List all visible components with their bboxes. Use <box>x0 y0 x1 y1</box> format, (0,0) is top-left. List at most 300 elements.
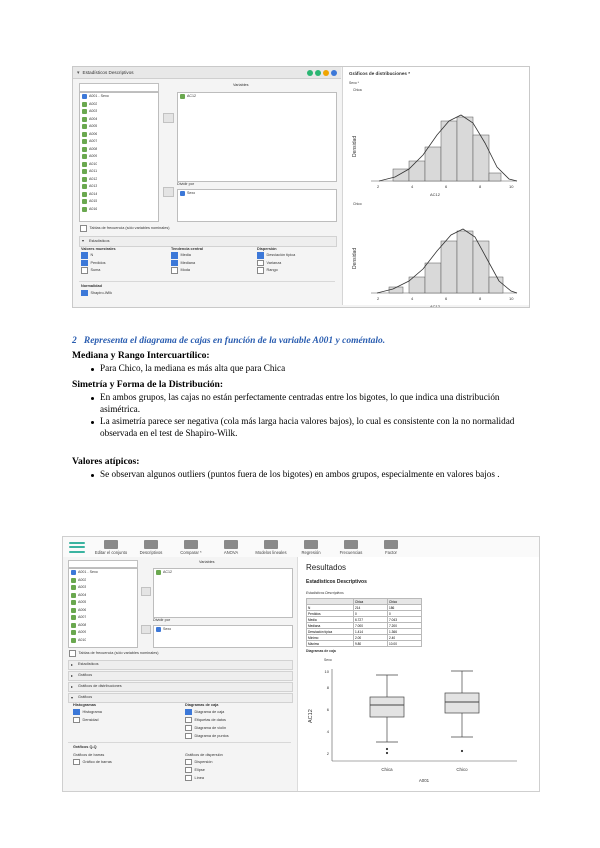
plot-option-violin[interactable] <box>185 725 229 732</box>
stats-options <box>79 247 335 279</box>
list-item[interactable] <box>69 577 137 585</box>
tab-label: Comparar * <box>180 549 202 555</box>
stats-col-title: Tendencia central <box>171 247 204 251</box>
variable-name: A011 <box>89 169 98 173</box>
svg-text:AC12: AC12 <box>429 192 441 197</box>
table-cell: Chica <box>354 599 388 605</box>
svg-text:8: 8 <box>326 685 329 690</box>
table-cell: 214 <box>354 605 388 611</box>
variable-name: A013 <box>89 184 98 188</box>
variable-icon <box>71 630 76 635</box>
tab-label: Factor <box>385 549 397 555</box>
variable-icon <box>82 132 87 137</box>
checkbox-box[interactable] <box>171 252 178 259</box>
checkbox-box[interactable] <box>73 759 80 766</box>
svg-text:AC12: AC12 <box>308 709 314 723</box>
boxplot-title: Diagramas de caja <box>306 649 336 653</box>
divider <box>79 281 335 282</box>
list-item[interactable] <box>80 191 158 199</box>
target-variables-list[interactable] <box>153 568 293 618</box>
tab-comparar[interactable] <box>171 540 211 555</box>
list-item[interactable] <box>69 592 137 600</box>
svg-text:6: 6 <box>326 707 329 712</box>
qq-option-barras[interactable] <box>73 759 112 766</box>
checkbox-box[interactable] <box>185 733 192 740</box>
window-button-4[interactable] <box>331 70 337 76</box>
variable-name: A003 <box>78 585 87 589</box>
stat-option[interactable] <box>81 267 116 274</box>
table-caption: Estadísticos Descriptivos <box>306 591 344 595</box>
table-cell: Máximo <box>307 641 354 647</box>
section-estadisticos[interactable] <box>79 236 337 247</box>
tab-frecuencias[interactable] <box>331 540 371 555</box>
group-label-sexo: Sexo * <box>349 81 359 85</box>
variable-name: A012 <box>89 176 98 181</box>
split-by-label: Dividir por <box>177 182 195 186</box>
section-bullets-1 <box>86 363 540 376</box>
checkbox-box[interactable] <box>171 260 178 267</box>
tab-descriptivos[interactable] <box>131 540 171 555</box>
variable-name: A010 <box>78 637 87 642</box>
stat-option[interactable] <box>171 267 203 274</box>
boxplot-group-title: Diagramas de caja <box>185 703 219 707</box>
qq-title: Gráficos Q-Q <box>73 745 97 749</box>
option-label: Moda <box>180 268 190 273</box>
table-cell: 2.00 <box>354 635 388 641</box>
list-item[interactable] <box>80 176 158 184</box>
section-heading-2: Simetría y Forma de la Distribución: <box>72 379 224 390</box>
section-heading-3: Valores atípicos: <box>72 456 140 467</box>
table-cell: 10.00 <box>388 641 422 647</box>
variable-icon <box>82 94 87 99</box>
split-by-label: Dividir por <box>153 618 171 622</box>
stat-option[interactable] <box>257 252 295 259</box>
target-variables-list[interactable] <box>177 92 337 182</box>
variable-icon <box>71 578 76 583</box>
variable-list[interactable] <box>68 568 138 648</box>
histogram-group-title: Histogramas <box>73 703 97 707</box>
tab-label: ANOVA <box>223 549 239 555</box>
stat-option[interactable] <box>81 260 116 267</box>
split-by-list[interactable] <box>177 189 337 222</box>
section-bullets-2 <box>86 392 540 440</box>
app-toolbar <box>63 537 539 558</box>
variable-name: Sexo <box>163 627 172 631</box>
variable-name: A008 <box>89 146 98 151</box>
svg-text:2: 2 <box>326 751 329 756</box>
option-label: N <box>90 253 94 258</box>
variables-label: Variables <box>199 560 215 564</box>
section-heading-1: Mediana y Rango Intercuartílico: <box>72 350 210 361</box>
boxplot-group-label: Sexo <box>324 658 332 662</box>
svg-text:4: 4 <box>411 296 414 301</box>
variable-filter-field[interactable] <box>68 560 138 568</box>
variable-name: A007 <box>78 615 87 619</box>
assign-arrow-splitby[interactable] <box>163 187 174 197</box>
stat-option[interactable] <box>257 260 295 267</box>
list-item[interactable] <box>178 93 336 101</box>
checkbox-box[interactable] <box>171 267 178 274</box>
checkbox-box[interactable] <box>257 267 264 274</box>
variable-name: AC12 <box>163 570 172 574</box>
variable-icon <box>82 109 87 114</box>
variable-icon <box>71 570 76 575</box>
tab-label: Frecuencias <box>339 549 363 555</box>
list-item[interactable] <box>80 153 158 161</box>
variable-name: A008 <box>78 622 87 627</box>
table-cell: Media <box>307 617 354 623</box>
option-label: Densidad <box>82 717 99 722</box>
checkbox-box[interactable] <box>73 709 80 716</box>
model-icon <box>264 540 278 549</box>
variable-icon <box>82 184 87 189</box>
variable-name: A014 <box>89 191 98 196</box>
variable-list[interactable] <box>79 92 159 222</box>
variable-icon <box>82 139 87 144</box>
table-cell: 7.200 <box>388 623 422 629</box>
frequency-icon <box>344 540 358 549</box>
distribution-plots-panel <box>342 67 529 309</box>
bottom-screenshot <box>62 536 540 792</box>
checkbox-box[interactable] <box>185 759 192 766</box>
table-cell: 0 <box>388 611 422 617</box>
table-cell: 186 <box>388 605 422 611</box>
checkbox-box[interactable] <box>185 725 192 732</box>
variable-filter-field[interactable] <box>79 83 159 92</box>
assign-arrow-variables[interactable] <box>141 587 151 596</box>
table-cell: Chico <box>388 599 422 605</box>
table-cell: Mediana <box>307 623 354 629</box>
variable-name: A006 <box>89 131 98 136</box>
list-item[interactable] <box>178 190 336 198</box>
chevron-down-icon[interactable]: ▾ <box>82 239 84 244</box>
menu-icon[interactable] <box>69 542 85 553</box>
variable-icon <box>71 600 76 605</box>
variable-name: A009 <box>89 154 98 158</box>
list-item[interactable] <box>80 123 158 131</box>
table-cell: Desviación típica <box>307 629 354 635</box>
list-item[interactable] <box>69 569 137 577</box>
checkbox-label: Tablas de frecuencia (sólo variables nominales) <box>78 651 159 656</box>
option-label: Diagrama de puntos <box>194 733 229 738</box>
section-graficos-distribuciones[interactable] <box>68 682 293 692</box>
list-item[interactable] <box>69 637 137 645</box>
section-graficos[interactable] <box>68 671 293 681</box>
variable-name: A006 <box>78 607 87 612</box>
svg-text:4: 4 <box>411 184 414 189</box>
plot-option-diagrama-caja[interactable] <box>185 709 229 716</box>
section-label: Gráficos <box>78 673 93 677</box>
section-label: Gráficos <box>78 695 93 699</box>
option-label: Histograma <box>82 709 102 714</box>
results-title: Resultados <box>306 563 347 572</box>
window-button-2[interactable] <box>315 70 321 76</box>
stats-col-title: Valores muestrales <box>81 247 116 251</box>
variable-icon <box>82 154 87 159</box>
variable-name: A010 <box>89 161 98 166</box>
option-label: Elipse <box>194 767 205 772</box>
list-item[interactable] <box>80 198 158 206</box>
question-number: 2 <box>72 336 77 346</box>
svg-text:10: 10 <box>324 669 329 674</box>
regression-icon <box>304 540 318 549</box>
variable-icon <box>82 192 87 197</box>
table-cell: 7.043 <box>388 617 422 623</box>
list-item[interactable] <box>69 629 137 637</box>
variable-icon <box>82 102 87 107</box>
checkbox-box[interactable] <box>185 775 192 782</box>
variable-name: A002 <box>89 101 98 106</box>
tab-regresion[interactable] <box>291 540 331 555</box>
tab-anova[interactable] <box>211 540 251 555</box>
normality-group <box>81 284 112 296</box>
list-item: En ambos grupos, las cajas no están perfectamente centradas entre los bigotes, lo que indica una distribución asimétrica. <box>100 392 540 415</box>
variable-icon <box>71 608 76 613</box>
option-label: Desviación típica <box>266 253 296 258</box>
list-item[interactable] <box>80 206 158 214</box>
table-cell: 0 <box>354 611 388 617</box>
list-item[interactable] <box>80 183 158 191</box>
option-label: Suma <box>90 268 101 273</box>
variable-icon <box>71 615 76 620</box>
list-item[interactable] <box>154 626 292 634</box>
window-button-1[interactable] <box>307 70 313 76</box>
option-label: Mediana <box>180 260 196 265</box>
histogram-chico <box>349 207 525 308</box>
section-label: Estadísticos <box>89 238 110 243</box>
tab-factor[interactable] <box>371 540 411 555</box>
table-cell: 1.414 <box>354 629 388 635</box>
variable-icon <box>180 191 185 196</box>
variable-icon <box>71 585 76 590</box>
variable-name: A004 <box>78 592 87 597</box>
bar-chart-icon <box>144 540 158 549</box>
stat-option[interactable] <box>81 252 116 259</box>
svg-text:6: 6 <box>445 296 448 301</box>
results-pane <box>297 557 539 791</box>
plot-option-densidad[interactable] <box>73 717 102 724</box>
question-text: Representa el diagrama de cajas en función de la variable A001 y coméntalo. <box>83 336 386 346</box>
variable-name: A015 <box>89 199 98 203</box>
option-label: Media <box>180 253 191 258</box>
section-estadisticos[interactable] <box>68 660 293 670</box>
table-cell: 6.727 <box>354 617 388 623</box>
stat-option[interactable] <box>171 252 203 259</box>
variable-icon <box>82 147 87 152</box>
checkbox-box[interactable] <box>81 267 88 274</box>
table-row <box>307 641 422 647</box>
list-item[interactable] <box>80 138 158 146</box>
assign-arrow-splitby[interactable] <box>141 625 151 634</box>
dialog-titlebar: ▾ Estadísticos Descriptivos <box>73 67 341 79</box>
option-label: Diagrama de caja <box>194 709 225 714</box>
list-item[interactable] <box>80 101 158 109</box>
descriptives-table <box>306 598 422 647</box>
checkbox-box[interactable] <box>80 225 87 232</box>
table-cell: Mínimo <box>307 635 354 641</box>
list-item: La asimetría parece ser negativa (cola más larga hacia valores bajos), lo cual es consistente con la no normalidad observada en el test de Shapiro-Wilk. <box>100 416 540 439</box>
variable-icon <box>82 124 87 129</box>
list-item[interactable] <box>80 108 158 116</box>
option-label: Etiquetas de datos <box>194 717 226 722</box>
divider <box>68 742 291 743</box>
table-cell: 2.40 <box>388 635 422 641</box>
split-by-list[interactable] <box>153 625 293 648</box>
qq-section <box>73 745 291 780</box>
variable-name: A001 - Sexo <box>89 94 109 98</box>
factor-icon <box>384 540 398 549</box>
section-bullets-3 <box>86 469 540 482</box>
boxplot-chart <box>302 661 532 789</box>
section-label: Estadísticos <box>78 662 99 666</box>
checkbox-box[interactable] <box>185 709 192 716</box>
checkbox-box[interactable] <box>185 767 192 774</box>
histogram-chica <box>349 95 525 199</box>
tab-label: Editar el conjunto <box>94 549 128 555</box>
tab-label: Regresión <box>301 549 321 555</box>
list-item[interactable] <box>69 584 137 592</box>
variable-name: A005 <box>89 124 98 128</box>
variable-icon <box>82 207 87 212</box>
dialog-title: Estadísticos Descriptivos <box>82 70 134 75</box>
category-label-chica: Chica <box>381 767 393 772</box>
window-buttons[interactable] <box>307 70 337 76</box>
variable-icon <box>82 177 87 182</box>
list-item[interactable] <box>69 599 137 607</box>
table-cell: Perdidos <box>307 611 354 617</box>
table-cell: 9.80 <box>354 641 388 647</box>
table-cell: 7.000 <box>354 623 388 629</box>
table-cell: N <box>307 605 354 611</box>
list-item[interactable] <box>80 131 158 139</box>
checkbox-box[interactable] <box>81 290 88 297</box>
variable-icon <box>82 117 87 122</box>
question-heading <box>72 336 532 346</box>
option-label: Línea <box>194 775 205 780</box>
checkbox-label: Tablas de frecuencia (sólo variables nominales) <box>89 226 170 231</box>
chevron-right-icon[interactable]: ▸ <box>71 685 73 689</box>
stat-option[interactable] <box>257 267 295 274</box>
svg-text:2: 2 <box>377 296 380 301</box>
window-button-3[interactable] <box>323 70 329 76</box>
variable-icon <box>156 627 161 632</box>
checkbox-box[interactable] <box>81 260 88 267</box>
plots-panel-title: Gráficos de distribuciones * <box>349 71 411 76</box>
frequency-tables-checkbox[interactable] <box>69 650 159 657</box>
checkbox-box[interactable] <box>257 252 264 259</box>
option-label: Diagrama de violín <box>194 725 227 730</box>
xaxis-label: A001 <box>418 778 430 783</box>
checkbox-box[interactable] <box>185 717 192 724</box>
normality-title: Normalidad <box>81 284 102 288</box>
checkbox-box[interactable] <box>69 650 76 657</box>
stat-option[interactable] <box>171 260 203 267</box>
section-label: Gráficos de distribuciones <box>78 684 122 688</box>
variable-name: A002 <box>78 577 87 582</box>
qq-option-linea[interactable] <box>185 775 223 782</box>
variable-name: A016 <box>89 206 98 211</box>
checkbox-box[interactable] <box>257 260 264 267</box>
option-label: Rango <box>266 268 278 273</box>
qq-option-elipse[interactable] <box>185 767 223 774</box>
chevron-down-icon[interactable]: ▾ <box>71 696 73 700</box>
plot-option-histograma[interactable] <box>73 709 102 716</box>
svg-text:6: 6 <box>445 184 448 189</box>
option-label: Perdidos <box>90 260 106 265</box>
variable-icon <box>180 94 185 99</box>
list-item: Para Chico, la mediana es más alta que para Chica <box>100 363 540 375</box>
table-icon <box>104 540 118 549</box>
table-cell: 1.366 <box>388 629 422 635</box>
anova-icon <box>224 540 238 549</box>
list-item[interactable] <box>69 622 137 630</box>
variables-label: Variables <box>233 83 249 87</box>
category-label-chico: Chico <box>456 767 468 772</box>
svg-text:2: 2 <box>377 184 380 189</box>
stats-col-title: Dispersión <box>257 247 277 251</box>
checkbox-box[interactable] <box>81 252 88 259</box>
svg-text:Densidad: Densidad <box>352 247 358 269</box>
chevron-right-icon[interactable]: ▸ <box>71 663 73 667</box>
svg-text:4: 4 <box>326 729 329 734</box>
chevron-right-icon[interactable]: ▸ <box>71 674 73 678</box>
tab-label: Descriptivos <box>139 549 163 555</box>
tab-modelos-lineales[interactable] <box>251 540 291 555</box>
group-label-chico: Chico <box>353 202 362 206</box>
results-subtitle: Estadísticos Descriptivos <box>306 579 367 585</box>
list-item[interactable] <box>69 607 137 615</box>
list-item[interactable] <box>154 569 292 577</box>
variable-name: A004 <box>89 116 98 121</box>
list-item[interactable] <box>80 146 158 154</box>
variable-icon <box>82 199 87 204</box>
svg-text:AC12: AC12 <box>429 304 441 309</box>
plot-option-puntos[interactable] <box>185 733 229 740</box>
section-plots-header[interactable] <box>68 693 293 703</box>
plot-option-etiquetas[interactable] <box>185 717 229 724</box>
svg-text:Densidad: Densidad <box>352 135 358 157</box>
shapiro-wilk-option[interactable] <box>81 290 112 297</box>
tab-label: Modelos lineales <box>255 549 287 555</box>
checkbox-box[interactable] <box>73 717 80 724</box>
variable-name: A007 <box>89 139 98 143</box>
variable-name: A003 <box>89 109 98 113</box>
list-item[interactable] <box>80 161 158 169</box>
frequency-tables-checkbox[interactable] <box>80 225 170 232</box>
compare-icon <box>184 540 198 549</box>
svg-text:10: 10 <box>509 296 514 301</box>
list-item[interactable] <box>69 614 137 622</box>
variable-name: A009 <box>78 630 87 634</box>
list-item[interactable] <box>80 168 158 176</box>
svg-text:10: 10 <box>509 184 514 189</box>
descriptives-dialog <box>73 67 341 305</box>
variable-icon <box>71 623 76 628</box>
variable-icon <box>82 162 87 167</box>
assign-arrow-variables[interactable] <box>163 113 174 123</box>
qq-option-dispersion[interactable] <box>185 759 223 766</box>
variable-name: AC12 <box>187 94 196 98</box>
svg-text:8: 8 <box>479 296 482 301</box>
variable-icon <box>156 570 161 575</box>
top-screenshot <box>72 66 530 308</box>
group-label-chica: Chica <box>353 88 362 92</box>
list-item[interactable] <box>80 116 158 124</box>
svg-text:8: 8 <box>479 184 482 189</box>
list-item[interactable] <box>80 93 158 101</box>
options-pane <box>63 557 297 791</box>
tab-editar-conjunto[interactable] <box>91 540 131 555</box>
